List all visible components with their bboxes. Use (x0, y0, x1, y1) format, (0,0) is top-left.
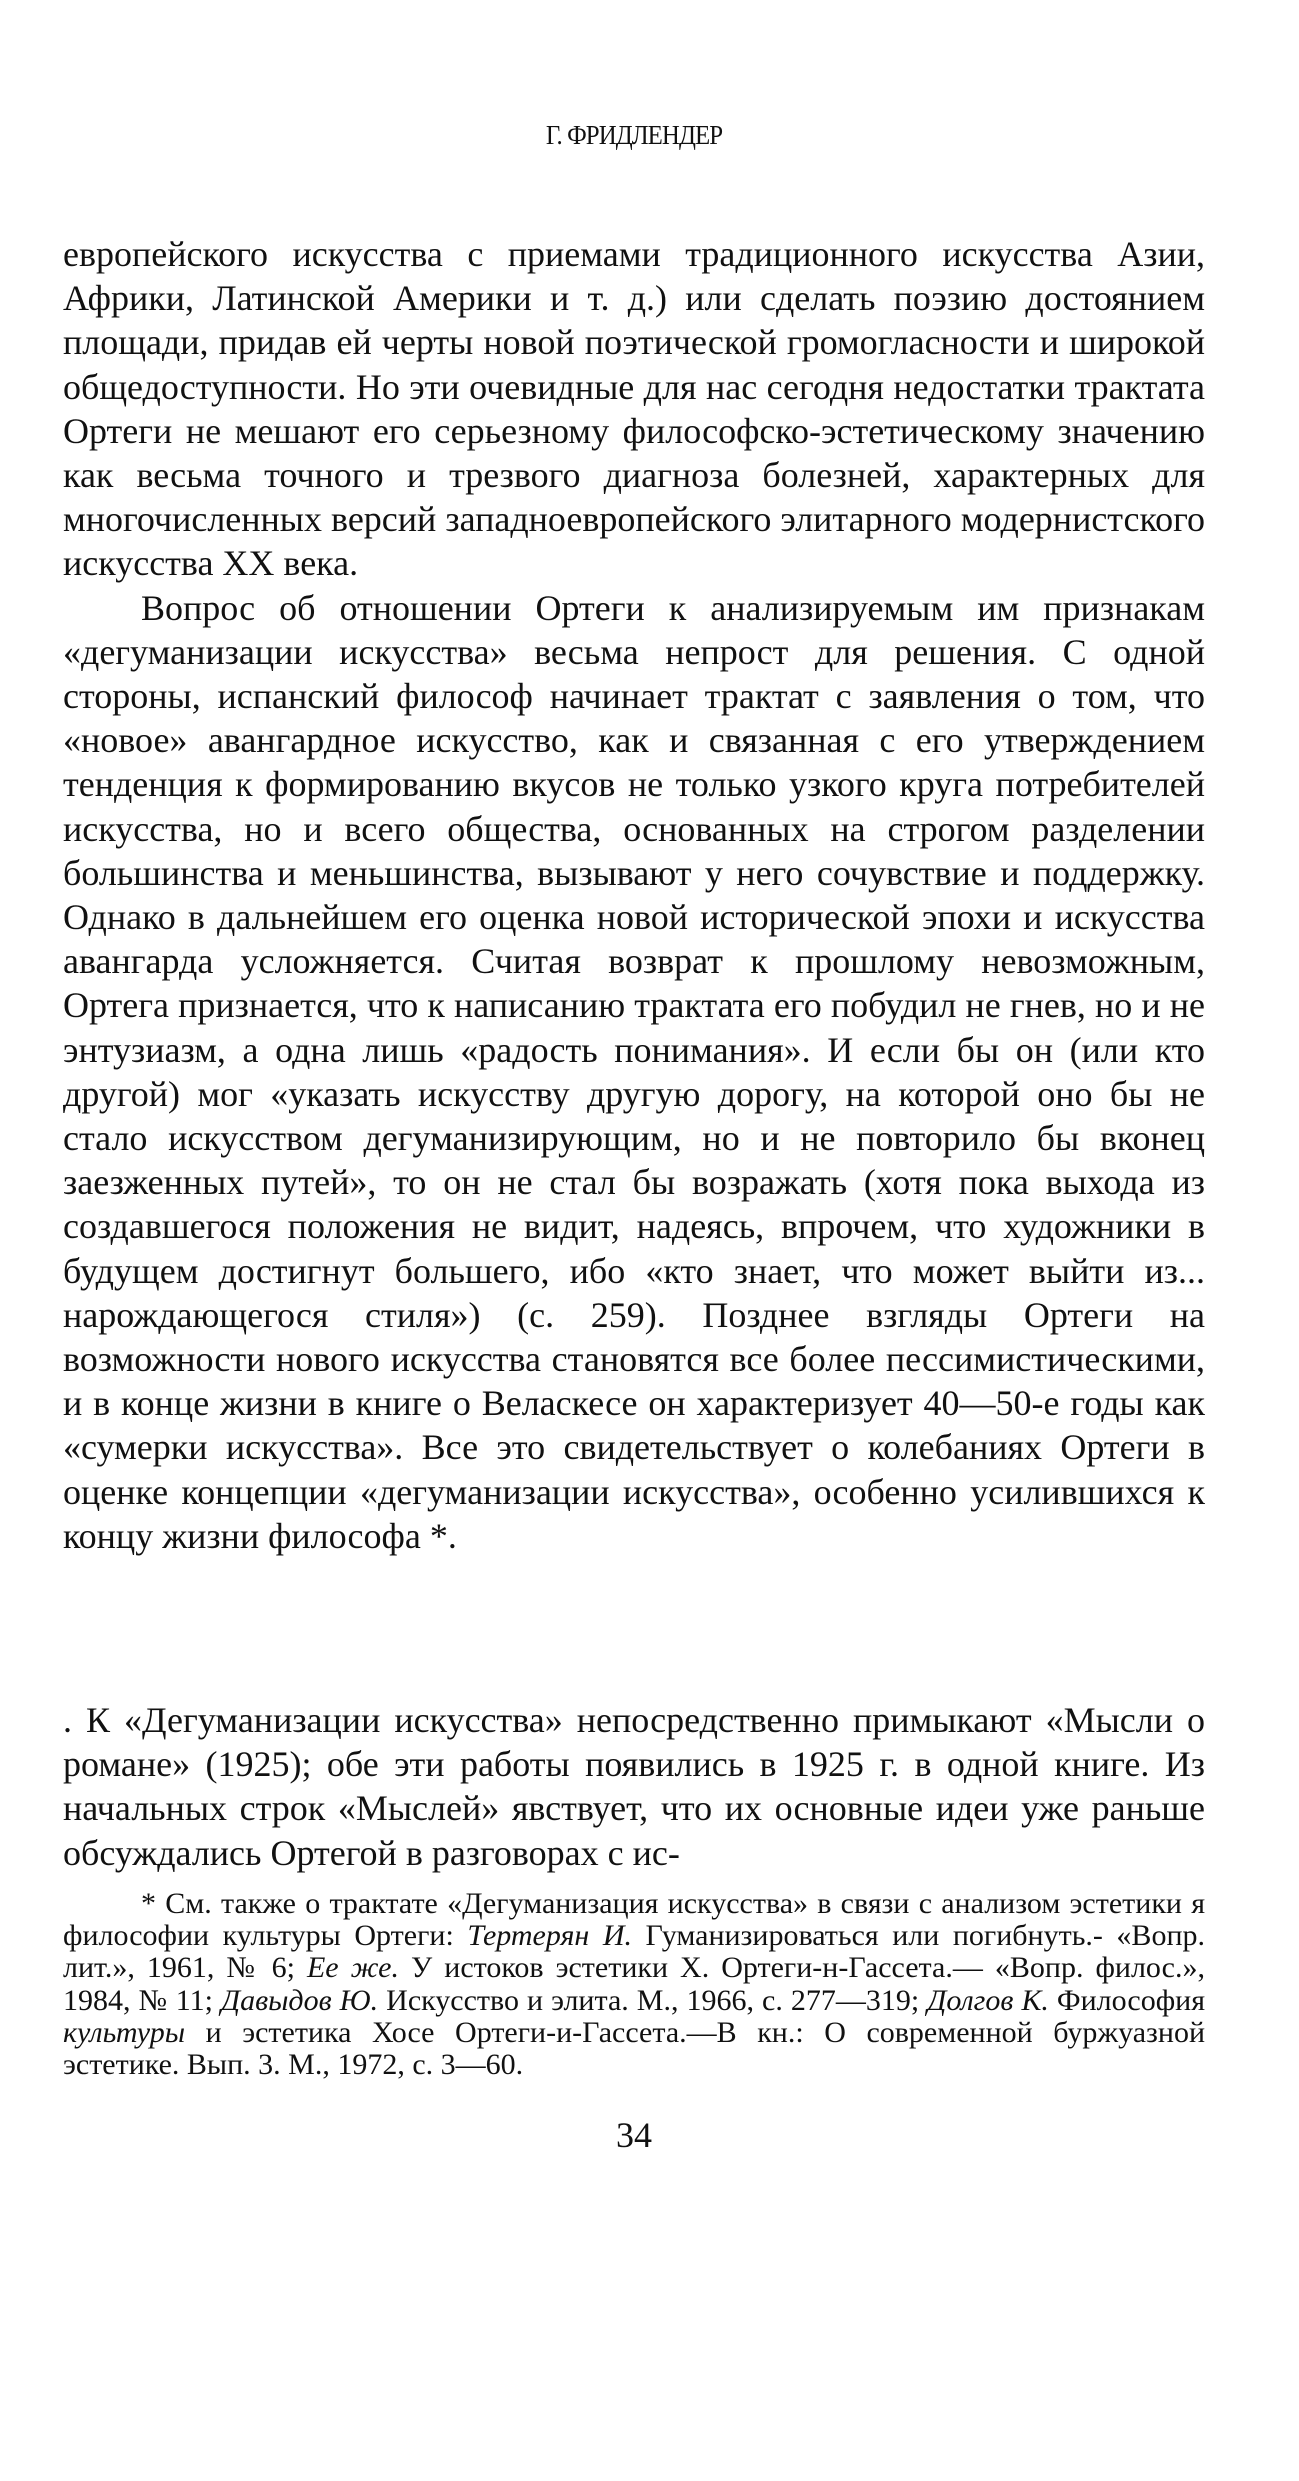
footnote-author-2: Ее же. (306, 1951, 399, 1985)
running-header: Г. ФРИДЛЕНДЕР (545, 120, 723, 150)
footnote-part-2: Гуманизироваться или погибнуть.- «Вопр. лит.», 1961, № 6; (63, 1919, 1205, 1985)
main-text (63, 232, 1205, 1558)
footnote-author-3: Давыдов Ю. (220, 1983, 379, 2017)
footnote-part-5: Философия (1048, 1983, 1205, 2017)
footnote (63, 1888, 1205, 2081)
footnote-part-6: и эстетика Хосе Ортеги-и-Гассета.—В кн.: О современной буржуазной эстетике. Вып. 3. М., 1972, с. 3—60. (63, 2015, 1205, 2082)
footnote-author-1: Тертерян И. (467, 1919, 632, 1953)
footnote-part-4: Искусство и элита. М., 1966, с. 277—319; (378, 1983, 928, 2017)
footnote-italic-word: культуры (63, 2015, 186, 2049)
footnote-part-1: * См. также о трактате «Дегуманизация искусства» в связи с анализом эстетики я философии культуры Ортеги: (63, 1887, 1205, 1953)
footnote-text (63, 1888, 1205, 2081)
paragraph-3: . К «Дегуманизации искусства» непосредственно примыкают «Мысли о романе» (1925); обе эти работы появились в 1925 г. в одной книге. Из начальных строк «Мыслей» явствует, что их основные идеи уже раньше обсуждались Ортегой в разговорах с ис- (63, 1700, 1205, 1873)
page-number: 34 (616, 2115, 652, 2155)
footnote-part-3: У истоков эстетики X. Ортеги-н-Гассета.— «Вопр. филос.», 1984, № 11; (63, 1951, 1205, 2017)
footnote-author-4: Долгов К. (927, 1983, 1049, 2017)
paragraph-1: европейского искусства с приемами традиционного искусства Азии, Африки, Латинской Америки и т. д.) или сделать поэзию достоянием площади, придав ей черты новой поэтической громогласности и широкой общедоступности. Но эти очевидные для нас сегодня недостатки трактата Ортеги не мешают его серьезному философско-эстетическому значению как весьма точного и трезвого диагноза болезней, характерных для многочисленных версий западноевропейского элитарного модернистского искусства XX века. (63, 234, 1205, 584)
paragraph-2: Вопрос об отношении Ортеги к анализируемым им признакам «дегуманизации искусства» весьма непрост для решения. С одной стороны, испанский философ начинает трактат с заявления о том, что «новое» авангардное искусство, как и связанная с его утверждением тенденция к формированию вкусов не только узкого круга потребителей искусства, но и всего общества, основанных на строгом разделении большинства и меньшинства, вызывают у него сочувствие и поддержку. Однако в дальнейшем его оценка новой исторической эпохи и искусства авангарда усложняется. Считая возврат к прошлому невозможным, Ортега признается, что к написанию трактата его побудил не гнев, но и не энтузиазм, а одна лишь «радость понимания». И если бы он (или кто другой) мог «указать искусству другую дорогу, на которой оно бы не стало искусством дегуманизирующим, но и не повторило бы вконец заезженных путей», то он не стал бы возражать (хотя пока выхода из создавшегося положения не видит, надеясь, впрочем, что художники в будущем достигнут большего, ибо «кто знает, что может выйти из... нарождающегося стиля») (с. 259). Позднее взгляды Ортеги на возможности нового искусства становятся все более пессимистическими, и в конце жизни в книге о Веласкесе он характеризует 40—50-е годы как «сумерки искусства». Все это свидетельствует о колебаниях Ортеги в оценке концепции «дегуманизации искусства», особенно усилившихся к концу жизни философа *. (63, 587, 1205, 1556)
document-page (63, 0, 1205, 2481)
continuation-text (63, 1698, 1205, 1875)
